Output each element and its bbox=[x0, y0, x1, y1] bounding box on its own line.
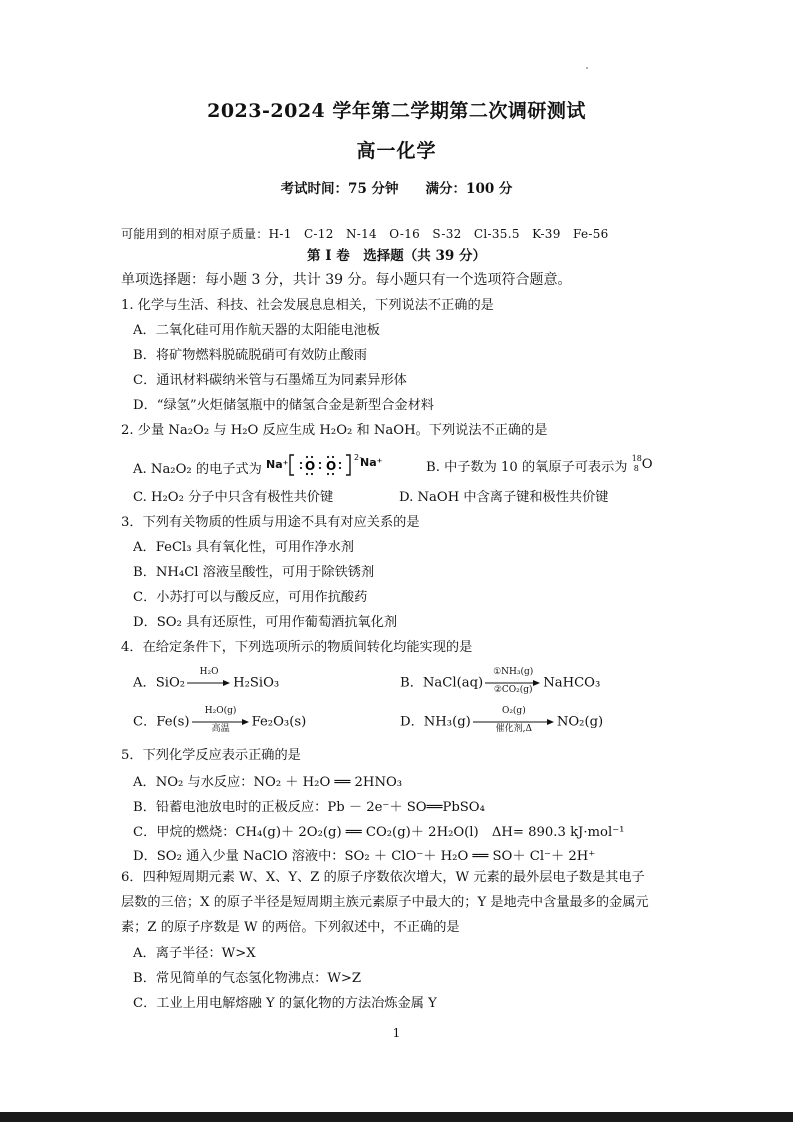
q5-option-a: A．NO₂ 与水反应：NO₂ ＋ H₂O ══ 2HNO₃ bbox=[133, 775, 403, 790]
q4-d-product: NO₂(g) bbox=[556, 714, 604, 730]
q4-b-reactant: B．NaCl(aq) bbox=[400, 675, 484, 691]
section-instruction: 单项选择题：每小题 3 分，共计 39 分。每小题只有一个选项符合题意。 bbox=[121, 272, 572, 288]
q4-option-a bbox=[133, 667, 280, 692]
isotope-symbol: O bbox=[641, 457, 653, 472]
q1-option-c: C．通讯材料碳纳米管与石墨烯互为同素异形体 bbox=[133, 373, 407, 388]
na-ion-left: Na⁺ bbox=[266, 458, 289, 471]
q4-d-condition-top: O₂(g) bbox=[501, 706, 526, 716]
q4-d-reactant: D．NH₃(g) bbox=[400, 714, 471, 730]
isotope-mass-number: 18 bbox=[631, 454, 642, 463]
q6-option-c: C．工业上用电解熔融 Y 的氯化物的方法冶炼金属 Y bbox=[133, 996, 437, 1011]
document-subtitle: 高一化学 bbox=[356, 140, 437, 162]
q6-option-b: B．常见简单的气态氢化物沸点：W>Z bbox=[133, 971, 362, 986]
q4-c-condition-top: H₂O(g) bbox=[204, 706, 237, 716]
q5-option-c: C．甲烷的燃烧：CH₄(g)＋ 2O₂(g) ══ CO₂(g)＋ 2H₂O(l) ΔH= 890.3 kJ·mol⁻¹ bbox=[133, 825, 625, 840]
reaction-arrow-icon bbox=[473, 706, 555, 734]
isotope-atomic-number: 8 bbox=[633, 464, 639, 473]
q6-option-a: A．离子半径：W>X bbox=[133, 946, 256, 961]
q6-stem-line-2: 层数的三倍；X 的原子半径是短周期主族元素原子中最大的；Y 是地壳中含量最多的金属元 bbox=[121, 895, 649, 910]
peroxide-ion-icon bbox=[288, 453, 358, 477]
q4-a-condition: H₂O bbox=[199, 667, 219, 677]
q4-d-condition-bottom: 催化剂,Δ bbox=[495, 724, 533, 734]
q4-a-product: H₂SiO₃ bbox=[233, 675, 280, 691]
q4-stem: 4．在给定条件下，下列选项所示的物质间转化均能实现的是 bbox=[121, 640, 473, 655]
q1-option-a: A．二氧化硅可用作航天器的太阳能电池板 bbox=[133, 323, 380, 338]
reaction-arrow-icon bbox=[485, 667, 541, 695]
na2o2-electron-formula bbox=[266, 453, 386, 477]
q4-option-b bbox=[400, 667, 601, 695]
page-bottom-edge bbox=[0, 1112, 793, 1122]
reaction-arrow-icon bbox=[192, 706, 250, 734]
section-title: 第 I 卷 选择题（共 39 分） bbox=[307, 248, 486, 264]
q2-option-c: C. H₂O₂ 分子中只含有极性共价键 bbox=[133, 490, 334, 505]
page-number: 1 bbox=[392, 1026, 401, 1040]
q3-option-c: C．小苏打可以与酸反应，可用作抗酸药 bbox=[133, 590, 368, 605]
q2-stem: 2. 少量 Na₂O₂ 与 H₂O 反应生成 H₂O₂ 和 NaOH。下列说法不正确的是 bbox=[121, 423, 548, 438]
q2-option-a bbox=[133, 453, 386, 478]
exam-info: 考试时间：75 分钟 满分：100 分 bbox=[280, 181, 513, 197]
q4-b-condition-top: ①NH₃(g) bbox=[493, 667, 534, 677]
scan-dot bbox=[586, 67, 588, 69]
q1-stem: 1. 化学与生活、科技、社会发展息息相关，下列说法不正确的是 bbox=[121, 298, 494, 313]
q6-stem-line-1: 6．四种短周期元素 W、X、Y、Z 的原子序数依次增大，W 元素的最外层电子数是其电子 bbox=[121, 870, 645, 885]
q4-c-reactant: C．Fe(s) bbox=[133, 714, 190, 730]
q4-c-condition-bottom: 高温 bbox=[211, 724, 230, 734]
q3-option-b: B．NH₄Cl 溶液呈酸性，可用于除铁锈剂 bbox=[133, 565, 375, 580]
q2-option-a-text: A. Na₂O₂ 的电子式为 bbox=[133, 462, 262, 477]
svg-text:O: O bbox=[305, 459, 316, 473]
q4-option-d bbox=[400, 706, 604, 734]
q2-option-d: D. NaOH 中含离子键和极性共价键 bbox=[399, 490, 609, 505]
q5-stem: 5．下列化学反应表示正确的是 bbox=[121, 748, 301, 763]
q5-option-d: D．SO₂ 通入少量 NaClO 溶液中：SO₂ ＋ ClO⁻＋ H₂O ══ SO＋ Cl⁻＋ 2H⁺ bbox=[133, 849, 596, 864]
q5-option-b: B．铅蓄电池放电时的正极反应：Pb － 2e⁻＋ SO══PbSO₄ bbox=[133, 800, 485, 815]
q3-option-a: A．FeCl₃ 具有氧化性，可用作净水剂 bbox=[133, 540, 354, 555]
svg-text:O: O bbox=[326, 459, 337, 473]
q4-c-product: Fe₂O₃(s) bbox=[251, 714, 307, 730]
q2-option-b bbox=[426, 454, 656, 476]
atomic-masses: 可能用到的相对原子质量：H-1 C-12 N-14 O-16 S-32 Cl-35.5 K-39 Fe-56 bbox=[121, 227, 609, 241]
q6-stem-line-3: 素；Z 的原子序数是 W 的两倍。下列叙述中，不正确的是 bbox=[121, 920, 460, 935]
peroxide-charge: 2- bbox=[354, 453, 363, 462]
document-title: 2023-2024 学年第二学期第二次调研测试 bbox=[207, 100, 586, 122]
q1-option-d: D．“绿氢”火炬储氢瓶中的储氢合金是新型合金材料 bbox=[133, 398, 434, 413]
q1-option-b: B．将矿物燃料脱硫脱硝可有效防止酸雨 bbox=[133, 348, 367, 363]
q4-b-condition-bottom: ②CO₂(g) bbox=[493, 685, 533, 695]
oxygen-isotope bbox=[631, 454, 656, 473]
reaction-arrow-icon bbox=[187, 667, 231, 691]
q4-option-c bbox=[133, 706, 307, 734]
q2-option-b-text: B. 中子数为 10 的氧原子可表示为 bbox=[426, 460, 628, 475]
na-ion-right: Na⁺ bbox=[360, 456, 383, 469]
q4-b-product: NaHCO₃ bbox=[543, 675, 601, 691]
q4-a-reactant: A．SiO₂ bbox=[133, 675, 186, 691]
q3-stem: 3．下列有关物质的性质与用途不具有对应关系的是 bbox=[121, 515, 420, 530]
q3-option-d: D．SO₂ 具有还原性，可用作葡萄酒抗氧化剂 bbox=[133, 615, 398, 630]
